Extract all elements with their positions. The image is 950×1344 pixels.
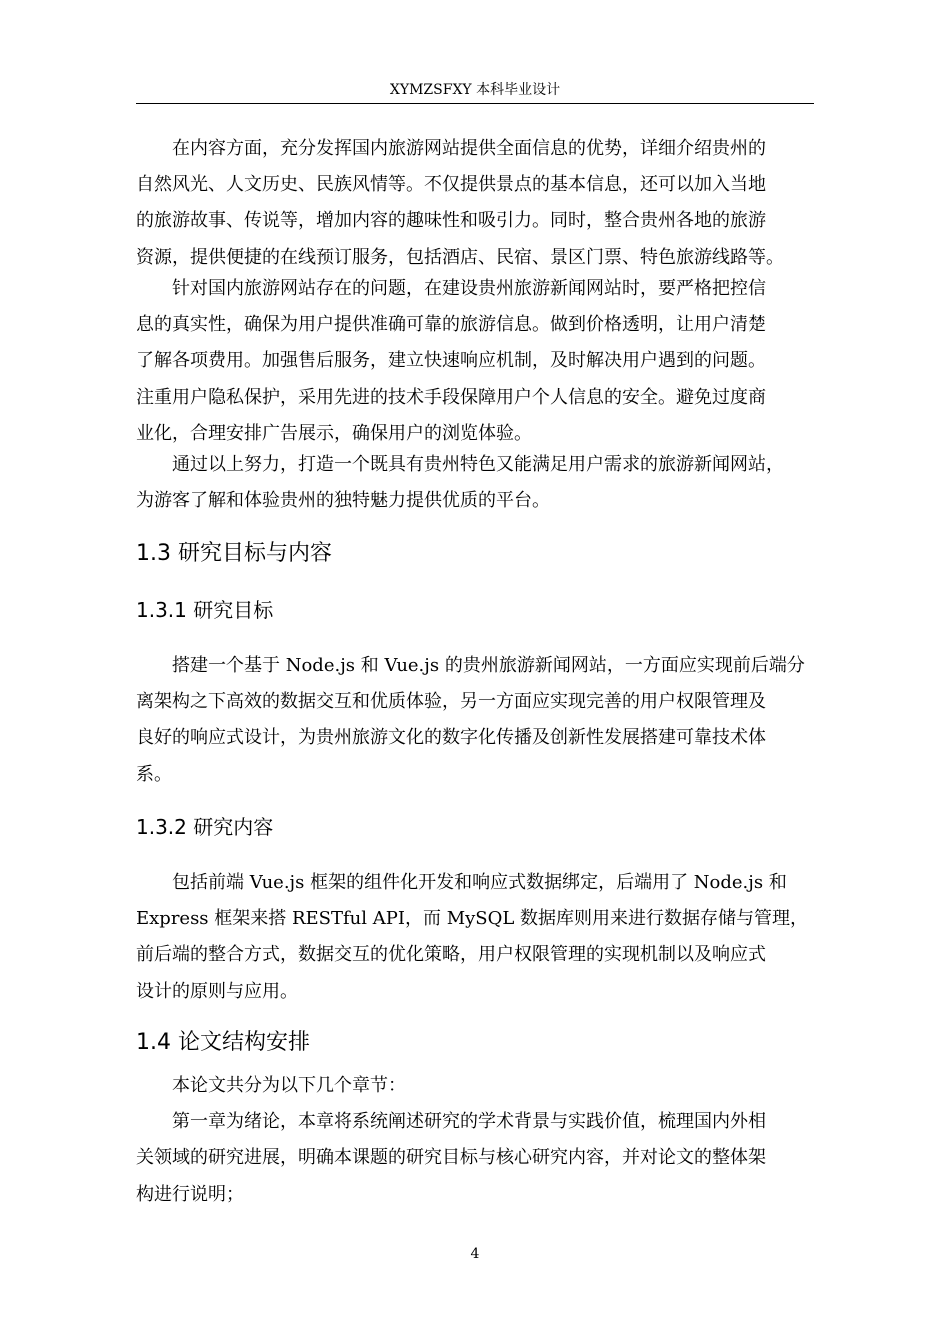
text-line: 的旅游故事、传说等，增加内容的趣味性和吸引力。同时，整合贵州各地的旅游	[136, 210, 766, 232]
paragraph-structure	[136, 1068, 814, 1213]
running-header: XYMZSFXY 本科毕业设计	[389, 82, 561, 98]
text-line: 本论文共分为以下几个章节：	[172, 1075, 406, 1096]
text-line: 注重用户隐私保护，采用先进的技术手段保障用户个人信息的安全。避免过度商	[136, 386, 766, 408]
text-line: 第一章为绪论，本章将系统阐述研究的学术背景与实践价值，梳理国内外相	[172, 1111, 766, 1133]
page-number: 4	[470, 1246, 480, 1262]
text-line: 息的真实性，确保为用户提供准确可靠的旅游信息。做到价格透明，让用户清楚	[136, 314, 766, 336]
paragraph-research-goal	[136, 648, 814, 793]
text-line: 资源，提供便捷的在线预订服务，包括酒店、民宿、景区门票、特色旅游线路等。	[136, 246, 784, 268]
text-line: 为游客了解和体验贵州的独特魅力提供优质的平台。	[136, 490, 550, 512]
section-heading-1-3: 1.3 研究目标与内容	[136, 541, 332, 566]
text-line: 针对国内旅游网站存在的问题，在建设贵州旅游新闻网站时，要严格把控信	[172, 278, 766, 299]
paragraph-content	[136, 131, 814, 276]
subsection-heading-1-3-1: 1.3.1 研究目标	[136, 598, 274, 622]
text-line: 系。	[136, 763, 172, 785]
text-line: 在内容方面，充分发挥国内旅游网站提供全面信息的优势，详细介绍贵州的	[172, 138, 766, 159]
paragraph-research-content	[136, 865, 814, 1010]
text-line: 设计的原则与应用。	[136, 980, 298, 1002]
text-line: 自然风光、人文历史、民族风情等。不仅提供景点的基本信息，还可以加入当地	[136, 174, 766, 196]
text-line: 离架构之下高效的数据交互和优质体验，另一方面应实现完善的用户权限管理及	[136, 691, 766, 713]
text-line: 业化，合理安排广告展示，确保用户的浏览体验。	[136, 422, 532, 444]
section-heading-1-4: 1.4 论文结构安排	[136, 1030, 310, 1055]
subsection-heading-1-3-2: 1.3.2 研究内容	[136, 815, 274, 839]
text-line: 关领域的研究进展，明确本课题的研究目标与核心研究内容，并对论文的整体架	[136, 1147, 766, 1169]
header-rule	[136, 103, 814, 104]
text-line: 良好的响应式设计，为贵州旅游文化的数字化传播及创新性发展搭建可靠技术体	[136, 727, 766, 749]
text-line: Express 框架来搭 RESTful API，而 MySQL 数据库则用来进行数据存储与管理，	[136, 908, 809, 930]
text-line: 搭建一个基于 Node.js 和 Vue.js 的贵州旅游新闻网站，一方面应实现前后端分	[172, 655, 805, 676]
text-line: 前后端的整合方式，数据交互的优化策略，用户权限管理的实现机制以及响应式	[136, 944, 766, 966]
paragraph-summary	[136, 447, 814, 519]
text-line: 构进行说明；	[136, 1183, 244, 1205]
text-line: 了解各项费用。加强售后服务，建立快速响应机制，及时解决用户遇到的问题。	[136, 350, 766, 372]
paragraph-problems	[136, 271, 814, 452]
text-line: 包括前端 Vue.js 框架的组件化开发和响应式数据绑定，后端用了 Node.js 和	[172, 872, 787, 893]
text-line: 通过以上努力，打造一个既具有贵州特色又能满足用户需求的旅游新闻网站，	[172, 454, 784, 475]
